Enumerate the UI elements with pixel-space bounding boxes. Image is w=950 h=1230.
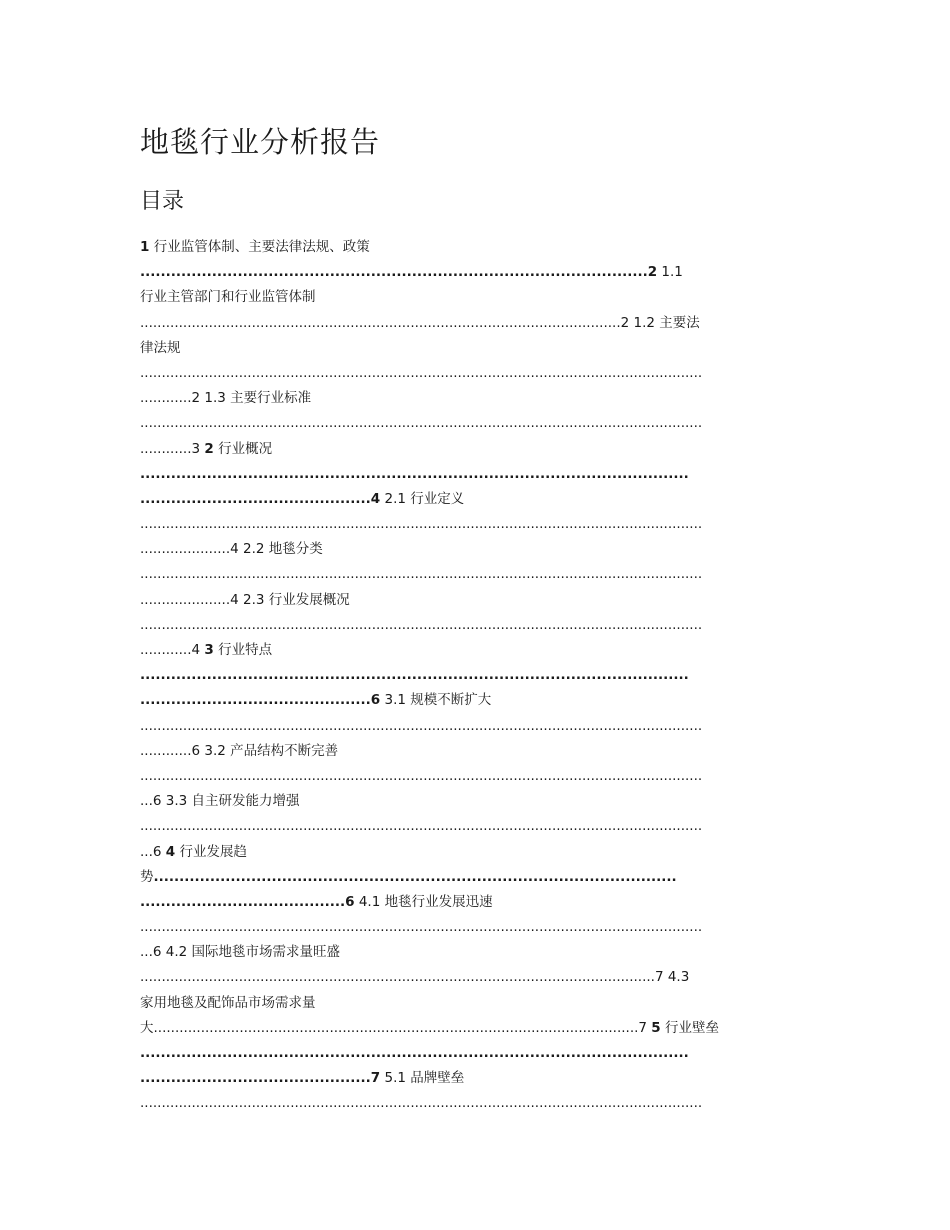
toc-line bbox=[140, 411, 810, 436]
toc-text: ...................................................................................................... bbox=[153, 868, 677, 885]
toc-text: ................................................................................................................................... bbox=[140, 919, 703, 936]
toc-line bbox=[140, 562, 810, 587]
toc-text: .....................4 2.2 地毯分类 bbox=[140, 541, 323, 558]
toc-text: 行业发展趋 bbox=[175, 843, 247, 860]
toc-text: ...6 bbox=[140, 843, 166, 860]
toc-line bbox=[140, 965, 810, 990]
toc-line bbox=[140, 361, 810, 386]
toc-line bbox=[140, 638, 810, 663]
toc-text: ............4 bbox=[140, 642, 205, 658]
toc-line bbox=[140, 588, 810, 613]
toc-text: ................................................................................................................................... bbox=[140, 364, 703, 381]
toc-text: .....................4 2.3 行业发展概况 bbox=[140, 591, 350, 608]
toc-line bbox=[140, 890, 810, 915]
toc-text: 4 bbox=[165, 843, 176, 860]
toc-text: 3 bbox=[204, 642, 214, 658]
toc-text: ...6 3.3 自主研发能力增强 bbox=[140, 793, 300, 810]
toc-text: ........................................6 bbox=[140, 893, 355, 910]
toc-text: ................................................................................................................................... bbox=[140, 566, 703, 583]
toc-text: .............................................6 bbox=[140, 692, 381, 709]
toc-line bbox=[140, 739, 810, 764]
toc-line bbox=[140, 688, 810, 713]
toc-text: 律法规 bbox=[140, 339, 181, 356]
toc-text: 5.1 品牌壁垒 bbox=[380, 1070, 465, 1087]
toc-line bbox=[140, 991, 810, 1016]
toc-text: ........................................................................................................... bbox=[140, 667, 689, 684]
toc-line bbox=[140, 235, 810, 260]
toc-text: 行业监管体制、主要法律法规、政策 bbox=[149, 239, 370, 255]
toc-line bbox=[140, 537, 810, 562]
toc-text: 2 bbox=[204, 440, 214, 457]
toc-line bbox=[140, 1091, 810, 1116]
toc-line bbox=[140, 437, 810, 462]
toc-text: 大.................................................................................................................7 bbox=[140, 1019, 652, 1036]
toc-text: 5 bbox=[651, 1019, 661, 1036]
toc-line bbox=[140, 260, 810, 285]
toc-text: .............................................7 bbox=[140, 1070, 381, 1087]
table-of-contents bbox=[140, 235, 810, 1117]
toc-text: 1 bbox=[140, 239, 150, 255]
toc-line bbox=[140, 613, 810, 638]
toc-line bbox=[140, 663, 810, 688]
toc-text: 家用地毯及配饰品市场需求量 bbox=[140, 994, 316, 1011]
toc-text: ................................................................................................................................... bbox=[140, 767, 703, 784]
toc-line bbox=[140, 814, 810, 839]
toc-line bbox=[140, 487, 810, 512]
toc-text: ............3 bbox=[140, 440, 205, 457]
toc-text: ................................................................................................................................... bbox=[140, 717, 703, 734]
toc-text: ................................................................................................................................... bbox=[140, 818, 703, 835]
toc-text: ................................................................................................................................... bbox=[140, 516, 703, 533]
toc-text: ........................................................................................................................7 4.3 bbox=[140, 969, 690, 986]
toc-text: ................................................................................................................................... bbox=[140, 1095, 703, 1112]
toc-text: .............................................4 bbox=[140, 490, 381, 507]
toc-text: 势 bbox=[140, 868, 154, 885]
document-title: 地毯行业分析报告 bbox=[140, 125, 381, 159]
toc-text: ................................................................................................................................... bbox=[140, 616, 703, 633]
toc-line bbox=[140, 336, 810, 361]
toc-line bbox=[140, 1041, 810, 1066]
toc-line bbox=[140, 940, 810, 965]
toc-line bbox=[140, 386, 810, 411]
toc-line bbox=[140, 764, 810, 789]
toc-text: ...6 4.2 国际地毯市场需求量旺盛 bbox=[140, 944, 341, 961]
toc-text: 行业壁垒 bbox=[660, 1019, 719, 1036]
toc-text: 1.1 bbox=[657, 264, 683, 281]
toc-text: 行业特点 bbox=[213, 642, 273, 658]
toc-text: 2.1 行业定义 bbox=[380, 490, 465, 507]
toc-line bbox=[140, 789, 810, 814]
toc-text: ................................................................................................................2 1.2 主要法 bbox=[140, 314, 700, 331]
toc-line bbox=[140, 311, 810, 336]
toc-text: 3.1 规模不断扩大 bbox=[380, 692, 492, 709]
toc-text: ............6 3.2 产品结构不断完善 bbox=[140, 742, 339, 759]
toc-line bbox=[140, 1066, 810, 1091]
toc-text: 行业主管部门和行业监管体制 bbox=[140, 289, 316, 306]
toc-line bbox=[140, 865, 810, 890]
toc-line bbox=[140, 840, 810, 865]
toc-line bbox=[140, 1016, 810, 1041]
toc-text: ........................................................................................................... bbox=[140, 1045, 689, 1061]
toc-text: ............2 1.3 主要行业标准 bbox=[140, 390, 312, 407]
toc-line bbox=[140, 462, 810, 487]
toc-line bbox=[140, 285, 810, 310]
toc-text: ........................................................................................................... bbox=[140, 465, 689, 482]
toc-text: ................................................................................................................................... bbox=[140, 415, 703, 432]
toc-text: ...................................................................................................2 bbox=[140, 264, 658, 281]
toc-line bbox=[140, 512, 810, 537]
toc-text: 4.1 地毯行业发展迅速 bbox=[354, 893, 493, 910]
toc-text: 行业概况 bbox=[213, 440, 273, 457]
toc-heading: 目录 bbox=[140, 189, 185, 214]
toc-line bbox=[140, 714, 810, 739]
toc-line bbox=[140, 915, 810, 940]
